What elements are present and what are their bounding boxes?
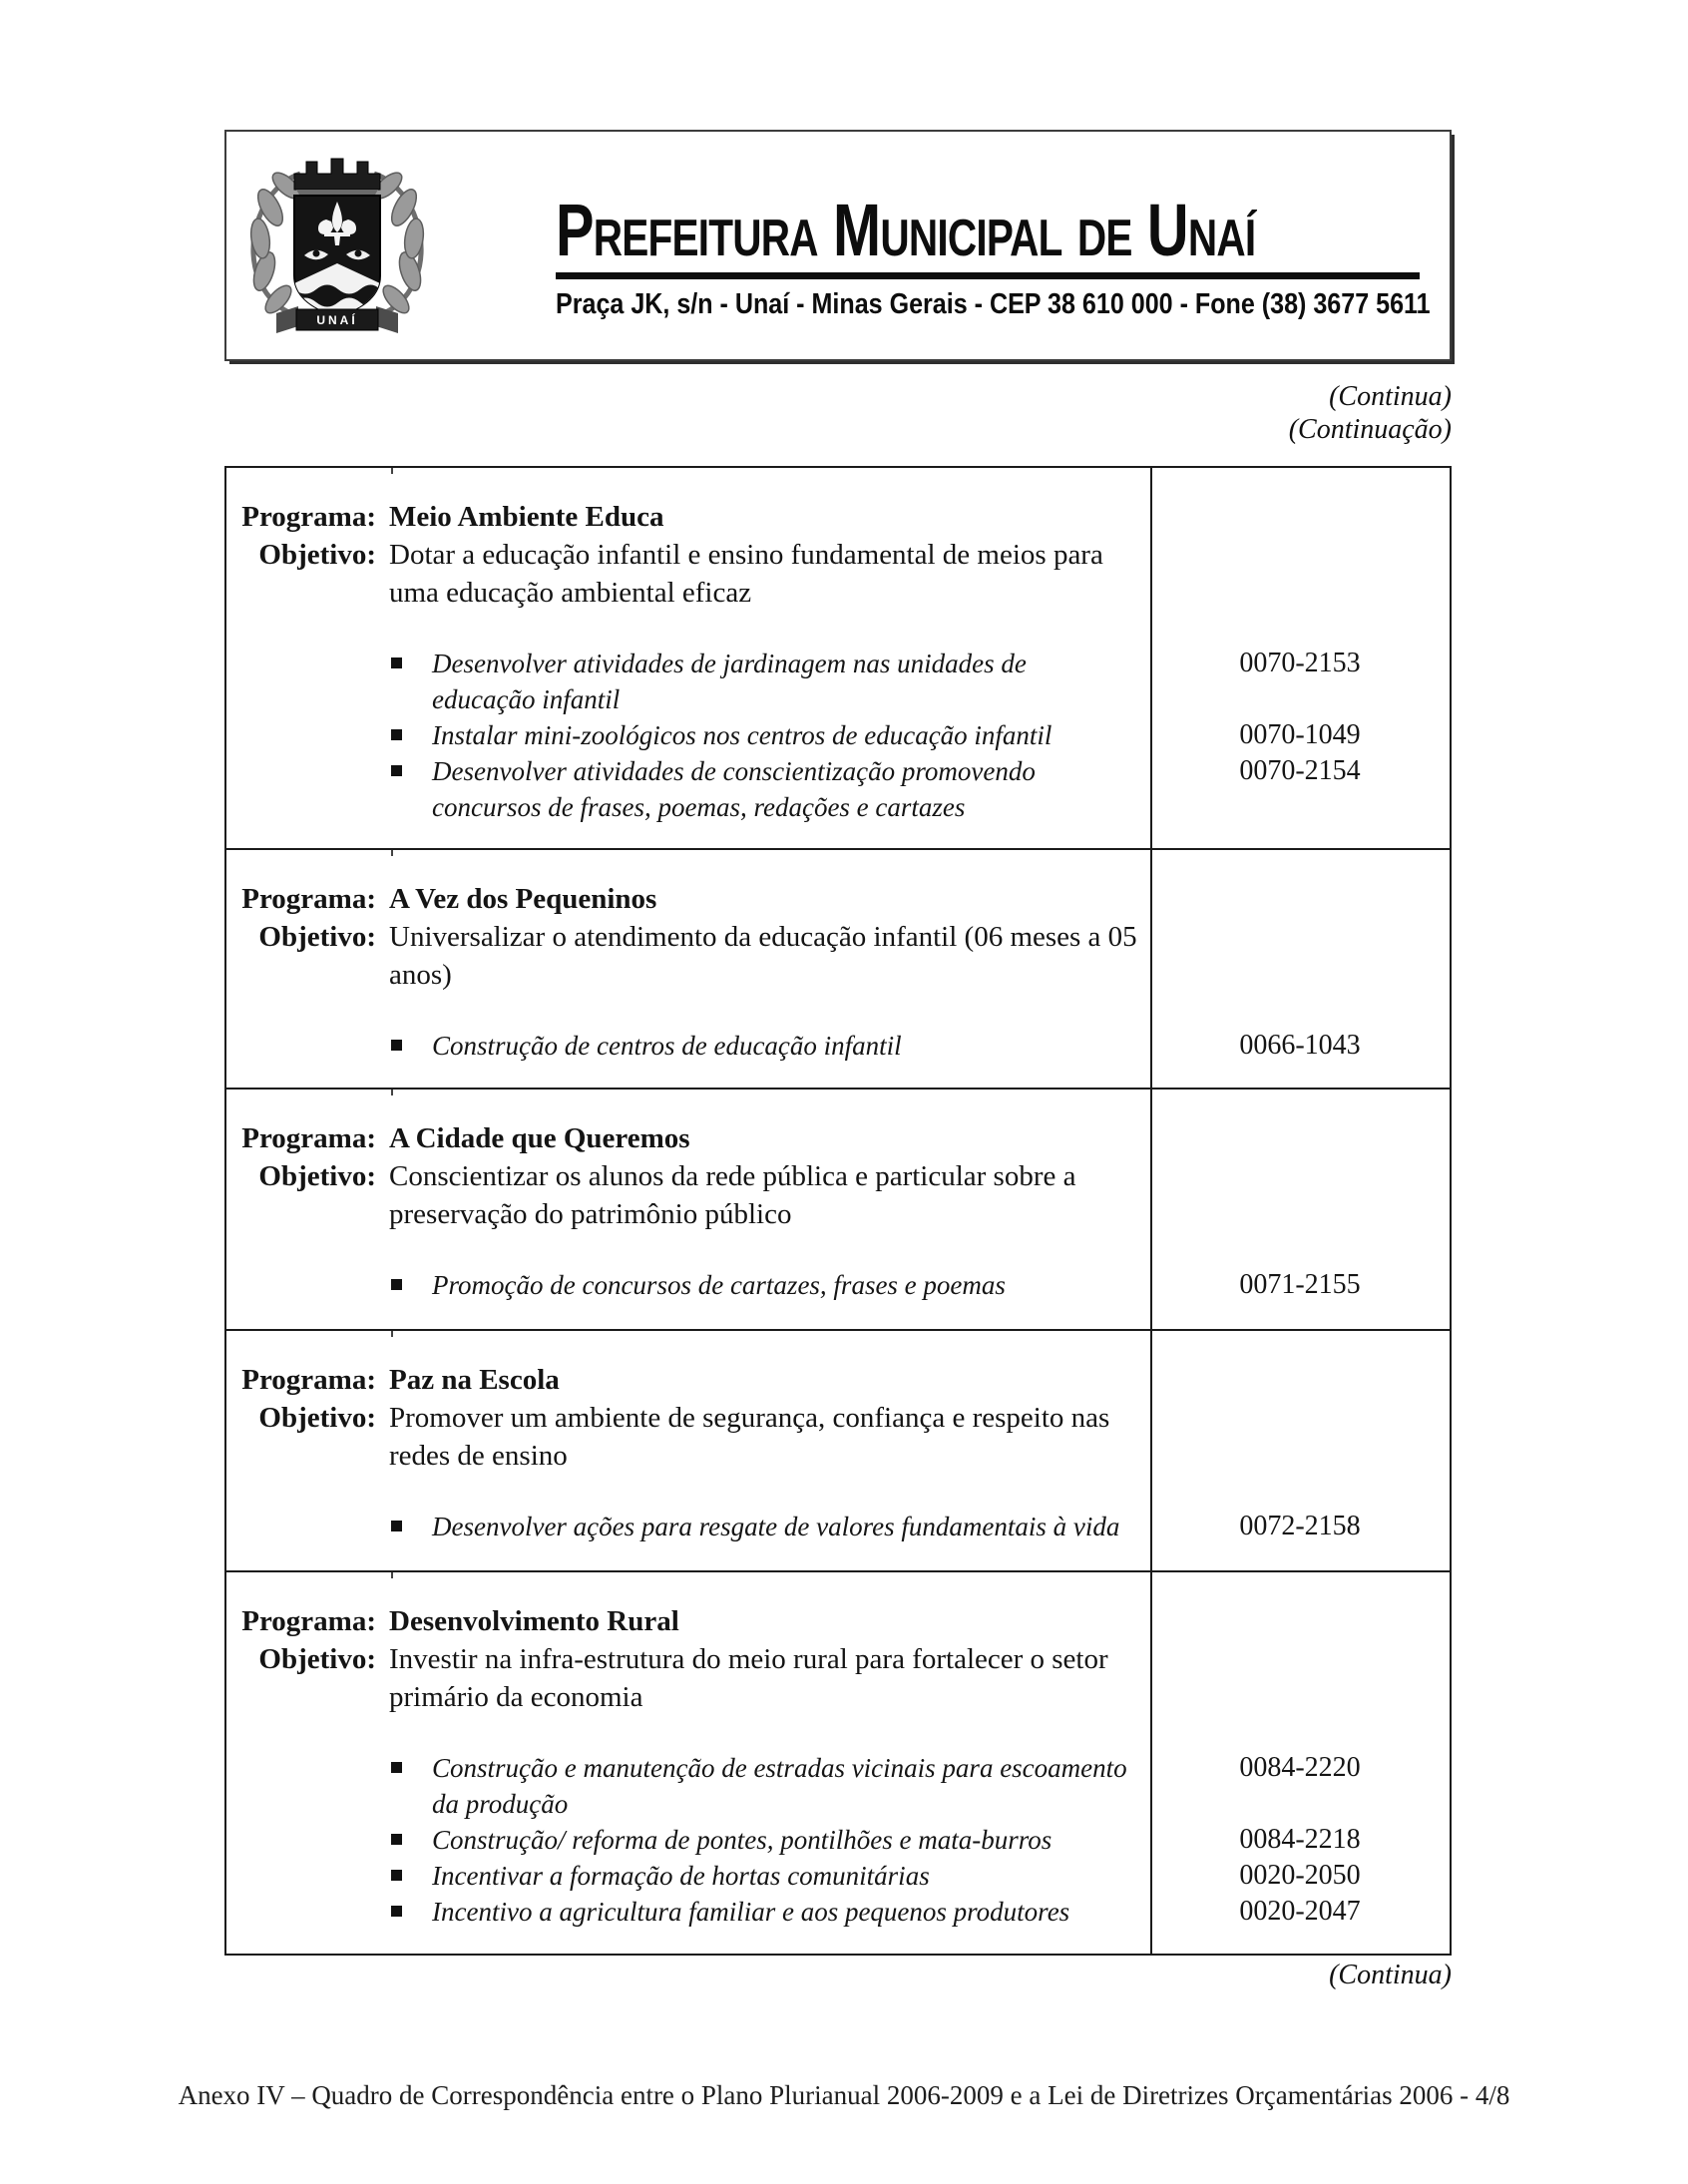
action-item-row [226, 1750, 1450, 1822]
objetivo-value: Universalizar o atendimento da educação infantil (06 meses a 05 anos) [389, 921, 1137, 991]
objetivo-label: Objetivo: [258, 539, 376, 571]
programa-label: Programa: [241, 1122, 376, 1154]
action-code: 0066-1043 [1239, 1030, 1361, 1061]
mural-crown [294, 159, 380, 200]
programa-value: Meio Ambiente Educa [389, 501, 664, 533]
action-code: 0084-2218 [1239, 1824, 1361, 1855]
column-tick [391, 468, 393, 474]
objetivo-value: Dotar a educação infantil e ensino fundamental de meios para uma educação ambiental eficaz [389, 539, 1103, 609]
programa-label: Programa: [241, 1364, 376, 1396]
programa-value: Paz na Escola [389, 1364, 560, 1396]
program-block [226, 1329, 1450, 1570]
action-text: Desenvolver atividades de conscientização promovendo concursos de frases, poemas, redações e cartazes [432, 756, 1036, 822]
objetivo-value: Investir na infra-estrutura do meio rural para fortalecer o setor primário da economia [389, 1643, 1108, 1713]
action-item-row [226, 1822, 1450, 1858]
action-code: 0071-2155 [1239, 1269, 1361, 1300]
action-code: 0020-2047 [1239, 1896, 1361, 1927]
banner-text: UNAÍ [316, 313, 358, 327]
bullet-square-icon [391, 1870, 402, 1881]
action-text: Construção de centros de educação infantil [432, 1031, 902, 1061]
action-text: Construção/ reforma de pontes, pontilhões e mata-burros [432, 1825, 1053, 1855]
column-tick [391, 1572, 393, 1578]
action-item-row [226, 1894, 1450, 1930]
programa-label: Programa: [241, 883, 376, 915]
program-block [226, 848, 1450, 1088]
continua-line: (Continua) [1329, 381, 1452, 412]
title-rule [556, 272, 1420, 279]
name-banner [276, 306, 398, 333]
table-column-divider [1150, 468, 1152, 848]
action-item-row [226, 1267, 1450, 1303]
action-code: 0070-1049 [1239, 719, 1361, 750]
bullet-square-icon [391, 1521, 402, 1531]
action-item-row [226, 646, 1450, 717]
table-column-divider [1150, 1572, 1152, 1954]
objetivo-value: Conscientizar os alunos da rede pública e particular sobre a preservação do patrimônio público [389, 1160, 1076, 1230]
programa-value: A Cidade que Queremos [389, 1122, 690, 1154]
action-text: Instalar mini-zoológicos nos centros de educação infantil [432, 720, 1053, 750]
objetivo-value: Promover um ambiente de segurança, confiança e respeito nas redes de ensino [389, 1402, 1110, 1472]
action-code: 0070-2153 [1239, 648, 1361, 678]
action-text: Incentivar a formação de hortas comunitárias [432, 1861, 930, 1891]
action-code: 0070-2154 [1239, 755, 1361, 786]
action-item-row [226, 1858, 1450, 1894]
action-items [226, 1028, 1450, 1064]
action-text: Incentivo a agricultura familiar e aos pequenos produtores [432, 1897, 1070, 1927]
institution-title: Prefeitura Municipal de Unaí [556, 189, 1256, 271]
programa-value: A Vez dos Pequeninos [389, 883, 657, 915]
continuation-note-bottom: (Continua) [1329, 1960, 1452, 1990]
objetivo-label: Objetivo: [258, 1402, 376, 1434]
action-text: Desenvolver ações para resgate de valores fundamentais à vida [432, 1512, 1120, 1541]
continuacao-line: (Continuação) [1288, 414, 1452, 445]
action-items [226, 1750, 1450, 1930]
table-column-divider [1150, 1090, 1152, 1329]
action-item-row [226, 1509, 1450, 1544]
action-item-row [226, 717, 1450, 753]
institution-address: Praça JK, s/n - Unaí - Minas Gerais - CEP 38 610 000 - Fone (38) 3677 5611 [556, 288, 1431, 320]
action-code: 0084-2220 [1239, 1752, 1361, 1783]
programs-table [224, 466, 1452, 1956]
program-block [226, 1570, 1450, 1954]
programa-value: Desenvolvimento Rural [389, 1605, 679, 1637]
page-footer: Anexo IV – Quadro de Correspondência entre o Plano Plurianual 2006-2009 e a Lei de Diretrizes Orçamentárias 2006 - 4/8 [178, 2080, 1510, 2110]
objetivo-label: Objetivo: [258, 1160, 376, 1192]
action-items [226, 646, 1450, 825]
column-tick [391, 850, 393, 856]
action-text: Desenvolver atividades de jardinagem nas unidades de educação infantil [432, 649, 1027, 714]
action-text: Construção e manutenção de estradas vicinais para escoamento da produção [432, 1753, 1127, 1819]
action-code: 0020-2050 [1239, 1860, 1361, 1891]
programa-label: Programa: [241, 501, 376, 533]
bullet-square-icon [391, 1040, 402, 1051]
action-text: Promoção de concursos de cartazes, frases e poemas [432, 1270, 1006, 1300]
column-tick [391, 1331, 393, 1337]
bullet-square-icon [391, 1279, 402, 1290]
bullet-square-icon [391, 729, 402, 740]
table-column-divider [1150, 850, 1152, 1088]
programa-label: Programa: [241, 1605, 376, 1637]
bullet-square-icon [391, 765, 402, 776]
continuation-note-top [853, 380, 1452, 446]
bullet-square-icon [391, 1834, 402, 1845]
program-block [226, 1088, 1450, 1329]
action-item-row [226, 1028, 1450, 1064]
column-tick [391, 1090, 393, 1095]
bullet-square-icon [391, 657, 402, 668]
municipal-coat-of-arms-icon [230, 144, 444, 351]
program-block [226, 468, 1450, 848]
bullet-square-icon [391, 1762, 402, 1773]
action-items [226, 1509, 1450, 1544]
action-items [226, 1267, 1450, 1303]
bullet-square-icon [391, 1906, 402, 1917]
objetivo-label: Objetivo: [258, 1643, 376, 1675]
action-item-row [226, 753, 1450, 825]
action-code: 0072-2158 [1239, 1511, 1361, 1541]
table-column-divider [1150, 1331, 1152, 1570]
letterhead [224, 130, 1452, 361]
objetivo-label: Objetivo: [258, 921, 376, 953]
